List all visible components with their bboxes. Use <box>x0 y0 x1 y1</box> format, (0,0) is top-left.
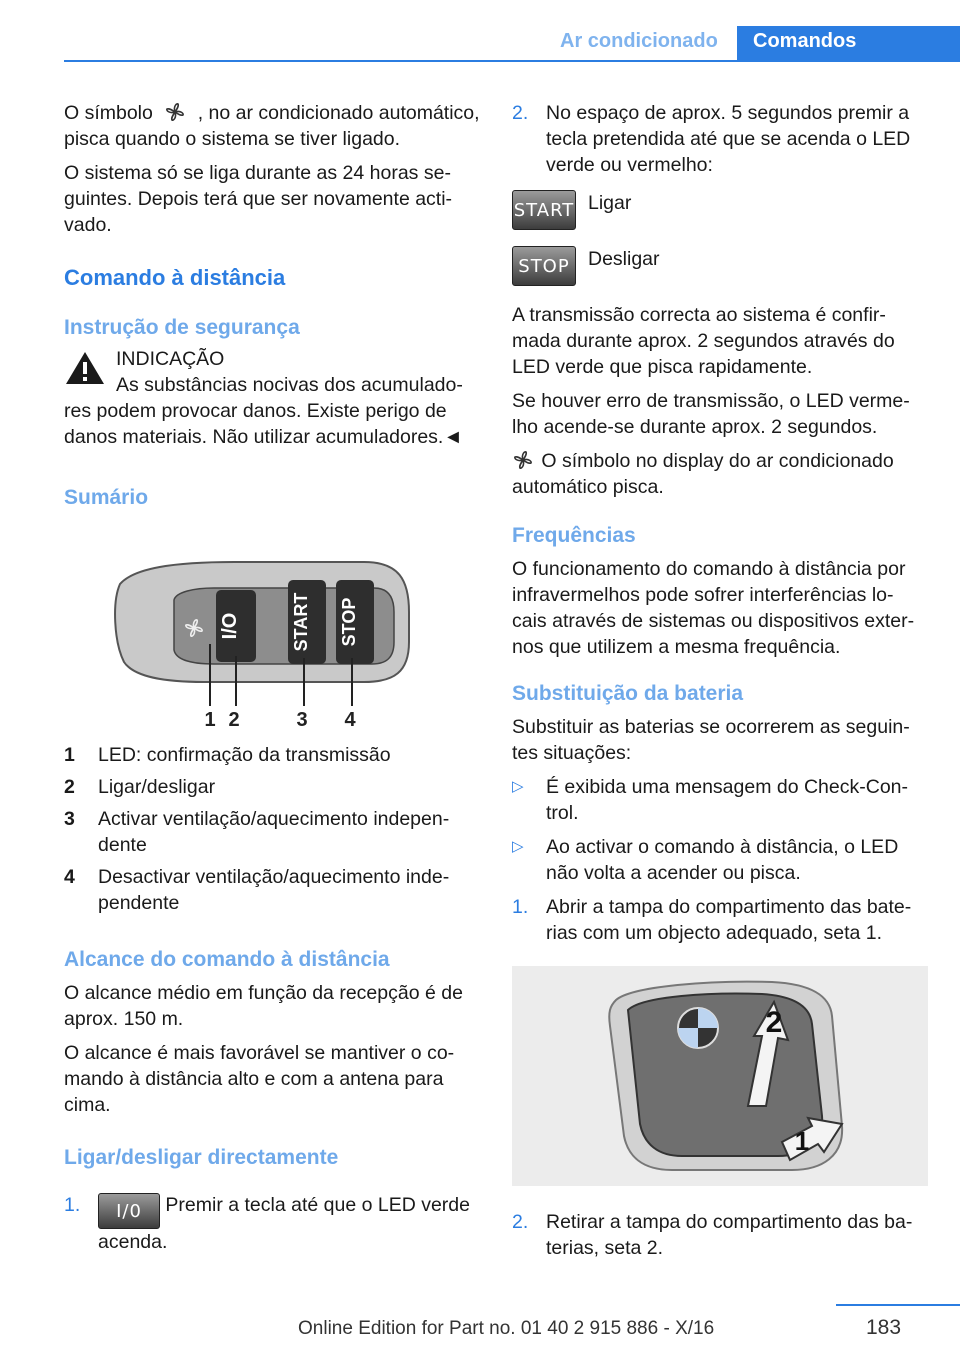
legend-list <box>64 742 480 916</box>
fig-label-1: 1 <box>204 709 216 731</box>
fig-label-3: 3 <box>296 709 308 731</box>
paragraph-symbol-blink: O símbolo no display do ar condicionado automático pisca. <box>512 450 894 498</box>
list-item: ▷ É exibida uma mensagem do Check-Con- trol. <box>512 776 909 824</box>
fig-key-start: START <box>291 592 311 652</box>
footer-edition: Online Edition for Part no. 01 40 2 915 886 - X/16 <box>298 1318 715 1339</box>
stop-button-image: STOP <box>512 246 576 286</box>
list-item: ▷ Ao activar o comando à distância, o LED não volta a acender ou pisca. <box>512 836 899 884</box>
start-button-image: START <box>512 190 576 230</box>
page-number: 183 <box>866 1316 902 1339</box>
battery-cover-figure <box>512 966 928 1186</box>
fan-icon <box>158 102 192 122</box>
stop-row: STOP Desligar <box>512 246 928 286</box>
list-item: 3 Activar ventilação/aquecimento indepen- dente <box>64 808 450 856</box>
fig-key-stop: STOP <box>339 597 359 647</box>
heading-summary: Sumário <box>64 486 149 509</box>
warning-box <box>64 346 480 450</box>
heading-remote: Comando à distância <box>64 265 286 290</box>
paragraph-transmission: A transmissão correcta ao sistema é confir- mada durante aprox. 2 segundos através do LED verde que pisca rapidamente. <box>512 304 895 378</box>
footer-rule <box>836 1304 960 1306</box>
start-row: START Ligar <box>512 190 928 230</box>
direct-steps <box>64 1192 480 1255</box>
heading-direct: Ligar/desligar directamente <box>64 1146 339 1169</box>
io-button-image: I/0 <box>98 1193 160 1229</box>
right-column <box>512 100 928 1269</box>
fig-label-4: 4 <box>344 709 356 731</box>
battery-steps-cont <box>512 1209 928 1261</box>
paragraph-error: Se houver erro de transmissão, o LED verme- lho acende-se durante aprox. 2 segundos. <box>512 390 910 438</box>
paragraph-battery: Substituir as baterias se ocorrerem as seguin- tes situações: <box>512 716 910 764</box>
heading-safety: Instrução de segurança <box>64 316 300 339</box>
step-item: 1. Abrir a tampa do compartimento das bate- rias com um objecto adequado, seta 1. <box>512 896 912 944</box>
warning-title: INDICAÇÃO <box>116 348 225 370</box>
list-item: 2 Ligar/desligar <box>64 776 216 798</box>
header-section: Ar condicionado <box>560 30 718 52</box>
step-item: 1. I/0 Premir a tecla até que o LED verde acenda. <box>64 1194 470 1253</box>
fig-arrow-2-label: 2 <box>765 1006 783 1039</box>
list-item: 4 Desactivar ventilação/aquecimento inde- pendente <box>64 866 450 914</box>
heading-range: Alcance do comando à distância <box>64 948 390 971</box>
heading-frequencies: Frequências <box>512 524 636 547</box>
paragraph-symbol: O símbolo , no ar condicionado automático, pisca quando o sistema se tiver ligado. <box>64 102 480 150</box>
list-item: 1 LED: confirmação da transmissão <box>64 744 391 766</box>
header-chapter-tab: Comandos <box>737 26 960 62</box>
fig-key-io: I/O <box>219 612 241 640</box>
fig-label-2: 2 <box>228 709 240 731</box>
step-item: 2. Retirar a tampa do compartimento das ba- terias, seta 2. <box>512 1211 913 1259</box>
paragraph-frequencies: O funcionamento do comando à distância por infravermelhos pode sofrer interferências lo- cais através de sistemas ou dispositivos exter- nos que utilizem a mesma frequência. <box>512 558 915 658</box>
heading-battery: Substituição da bateria <box>512 682 744 705</box>
paragraph-range-2: O alcance é mais favorável se mantiver o co- mando à distância alto e com a antena para cima. <box>64 1042 455 1116</box>
step-item: 2. No espaço de aprox. 5 segundos premir a tecla pretendida até que se acenda o LED verde ou vermelho: <box>512 102 911 176</box>
left-column <box>64 100 480 1263</box>
fig-arrow-1-label: 1 <box>794 1126 810 1156</box>
paragraph-range-1: O alcance médio em função da recepção é de aprox. 150 m. <box>64 982 463 1030</box>
header-rule <box>64 60 960 62</box>
remote-control-figure <box>64 532 480 732</box>
warning-line1: As substâncias nocivas dos acumulado- <box>116 374 463 396</box>
paragraph-24h: O sistema só se liga durante as 24 horas se- guintes. Depois terá que ser novamente acti- vado. <box>64 162 453 236</box>
direct-steps-cont <box>512 100 928 178</box>
warning-triangle-icon <box>64 350 106 386</box>
fan-icon <box>512 450 536 470</box>
battery-conditions <box>512 774 928 946</box>
warning-text: res podem provocar danos. Existe perigo de danos materiais. Não utilizar acumuladores.◄ <box>64 400 463 448</box>
